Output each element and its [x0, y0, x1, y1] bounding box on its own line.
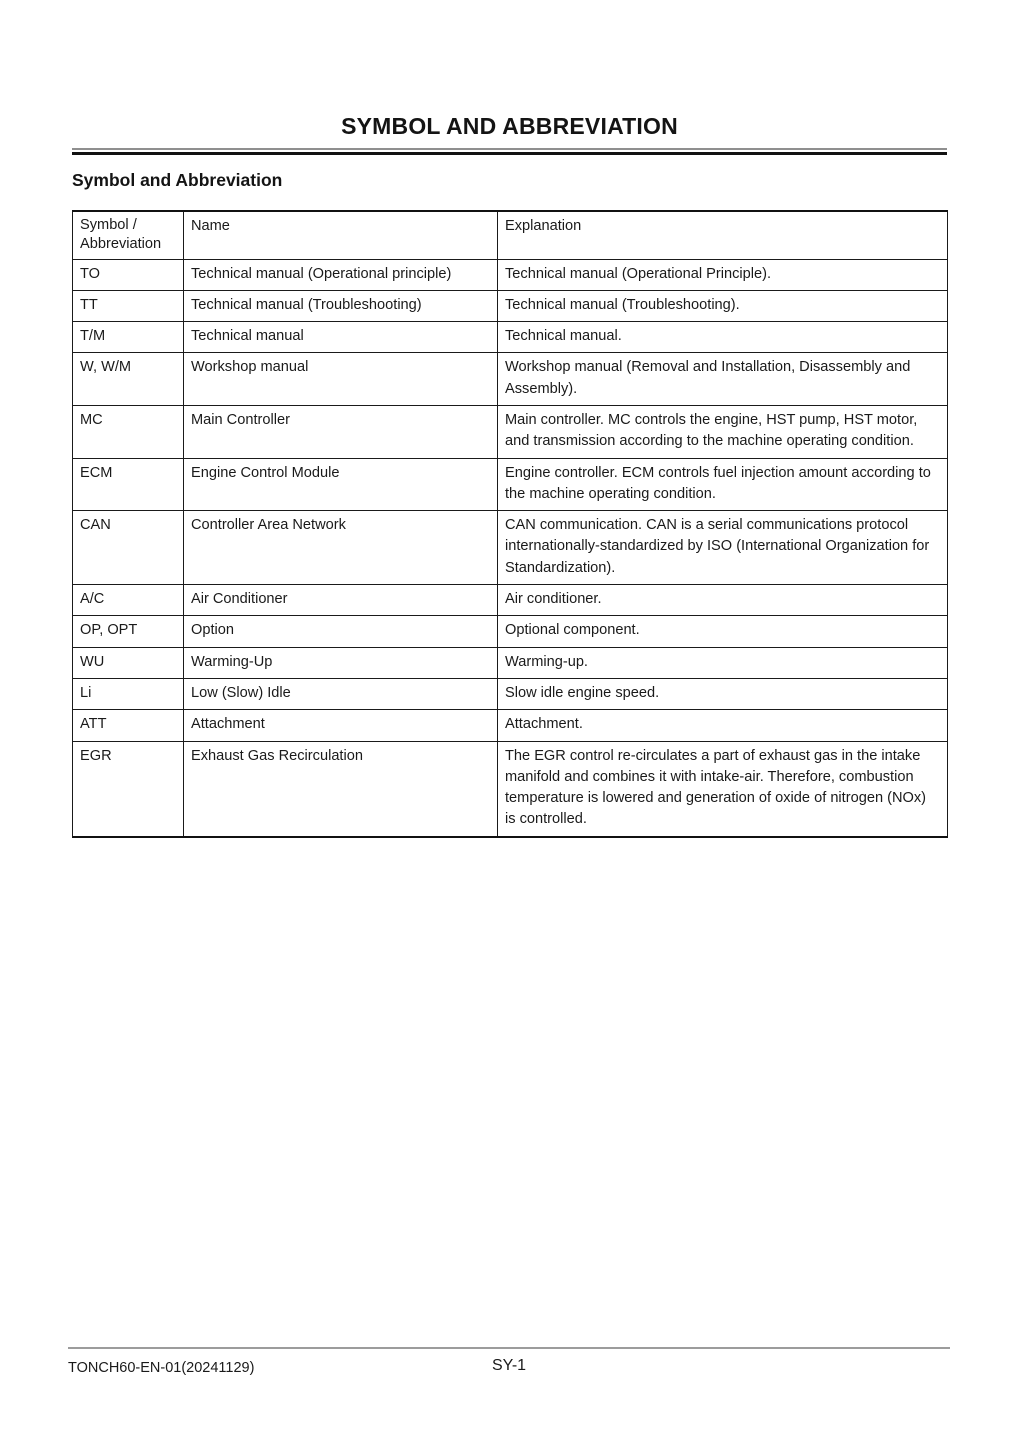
table-row [73, 353, 948, 406]
table-row [73, 741, 948, 837]
cell-symbol: TO [73, 259, 184, 290]
page-title: SYMBOL AND ABBREVIATION [341, 113, 678, 139]
footer-page-number: SY-1 [491, 1357, 527, 1374]
table-body [73, 259, 948, 837]
cell-explanation: CAN communication. CAN is a serial communications protocol internationally-standardized by ISO (International Organization for Standardization). [498, 511, 948, 585]
table-row [73, 511, 948, 585]
cell-symbol: EGR [73, 741, 184, 837]
cell-explanation: Warming-up. [498, 647, 948, 678]
cell-explanation: Attachment. [498, 710, 948, 741]
table-row [73, 322, 948, 353]
footer-divider [68, 1347, 950, 1349]
cell-explanation: Slow idle engine speed. [498, 678, 948, 709]
table-row [73, 585, 948, 616]
cell-name: Air Conditioner [184, 585, 498, 616]
header-divider [72, 148, 947, 155]
cell-symbol: MC [73, 405, 184, 458]
cell-explanation: Technical manual. [498, 322, 948, 353]
cell-symbol: ECM [73, 458, 184, 511]
cell-symbol: CAN [73, 511, 184, 585]
table-header-row [73, 211, 948, 259]
header-rule-thick [72, 152, 947, 155]
cell-explanation: Engine controller. ECM controls fuel injection amount according to the machine operating condition. [498, 458, 948, 511]
cell-symbol: A/C [73, 585, 184, 616]
column-header-symbol [73, 211, 184, 259]
cell-name: Warming-Up [184, 647, 498, 678]
cell-name: Attachment [184, 710, 498, 741]
cell-symbol: OP, OPT [73, 616, 184, 647]
cell-explanation: Technical manual (Troubleshooting). [498, 290, 948, 321]
section-heading: Symbol and Abbreviation [72, 170, 283, 190]
table-row [73, 458, 948, 511]
table-row [73, 616, 948, 647]
cell-explanation: Workshop manual (Removal and Installation, Disassembly and Assembly). [498, 353, 948, 406]
cell-name: Workshop manual [184, 353, 498, 406]
cell-symbol: WU [73, 647, 184, 678]
cell-name: Engine Control Module [184, 458, 498, 511]
cell-name: Exhaust Gas Recirculation [184, 741, 498, 837]
cell-symbol: ATT [73, 710, 184, 741]
cell-name: Low (Slow) Idle [184, 678, 498, 709]
table-row [73, 647, 948, 678]
cell-symbol: T/M [73, 322, 184, 353]
table-row [73, 678, 948, 709]
cell-name: Technical manual [184, 322, 498, 353]
cell-name: Main Controller [184, 405, 498, 458]
column-header-symbol-line1: Symbol / [80, 217, 137, 233]
table-row [73, 405, 948, 458]
cell-name: Controller Area Network [184, 511, 498, 585]
cell-explanation: Optional component. [498, 616, 948, 647]
cell-explanation: The EGR control re-circulates a part of exhaust gas in the intake manifold and combines it with intake-air. Therefore, combustion temperature is lowered and generation of oxide of nitrogen (NOx) is controlled. [498, 741, 948, 837]
cell-explanation: Main controller. MC controls the engine, HST pump, HST motor, and transmission according to the machine operating condition. [498, 405, 948, 458]
table-row [73, 290, 948, 321]
cell-symbol: TT [73, 290, 184, 321]
column-header-explanation: Explanation [498, 211, 948, 259]
symbol-abbreviation-table [72, 210, 948, 838]
table-header [73, 211, 948, 259]
cell-symbol: Li [73, 678, 184, 709]
cell-name: Technical manual (Operational principle) [184, 259, 498, 290]
table-row [73, 710, 948, 741]
column-header-symbol-line2: Abbreviation [80, 236, 162, 253]
cell-explanation: Air conditioner. [498, 585, 948, 616]
footer-document-code: TONCH60-EN-01(20241129) [68, 1360, 255, 1376]
cell-symbol: W, W/M [73, 353, 184, 406]
column-header-name: Name [184, 211, 498, 259]
cell-name: Technical manual (Troubleshooting) [184, 290, 498, 321]
cell-name: Option [184, 616, 498, 647]
table-row [73, 259, 948, 290]
cell-explanation: Technical manual (Operational Principle). [498, 259, 948, 290]
